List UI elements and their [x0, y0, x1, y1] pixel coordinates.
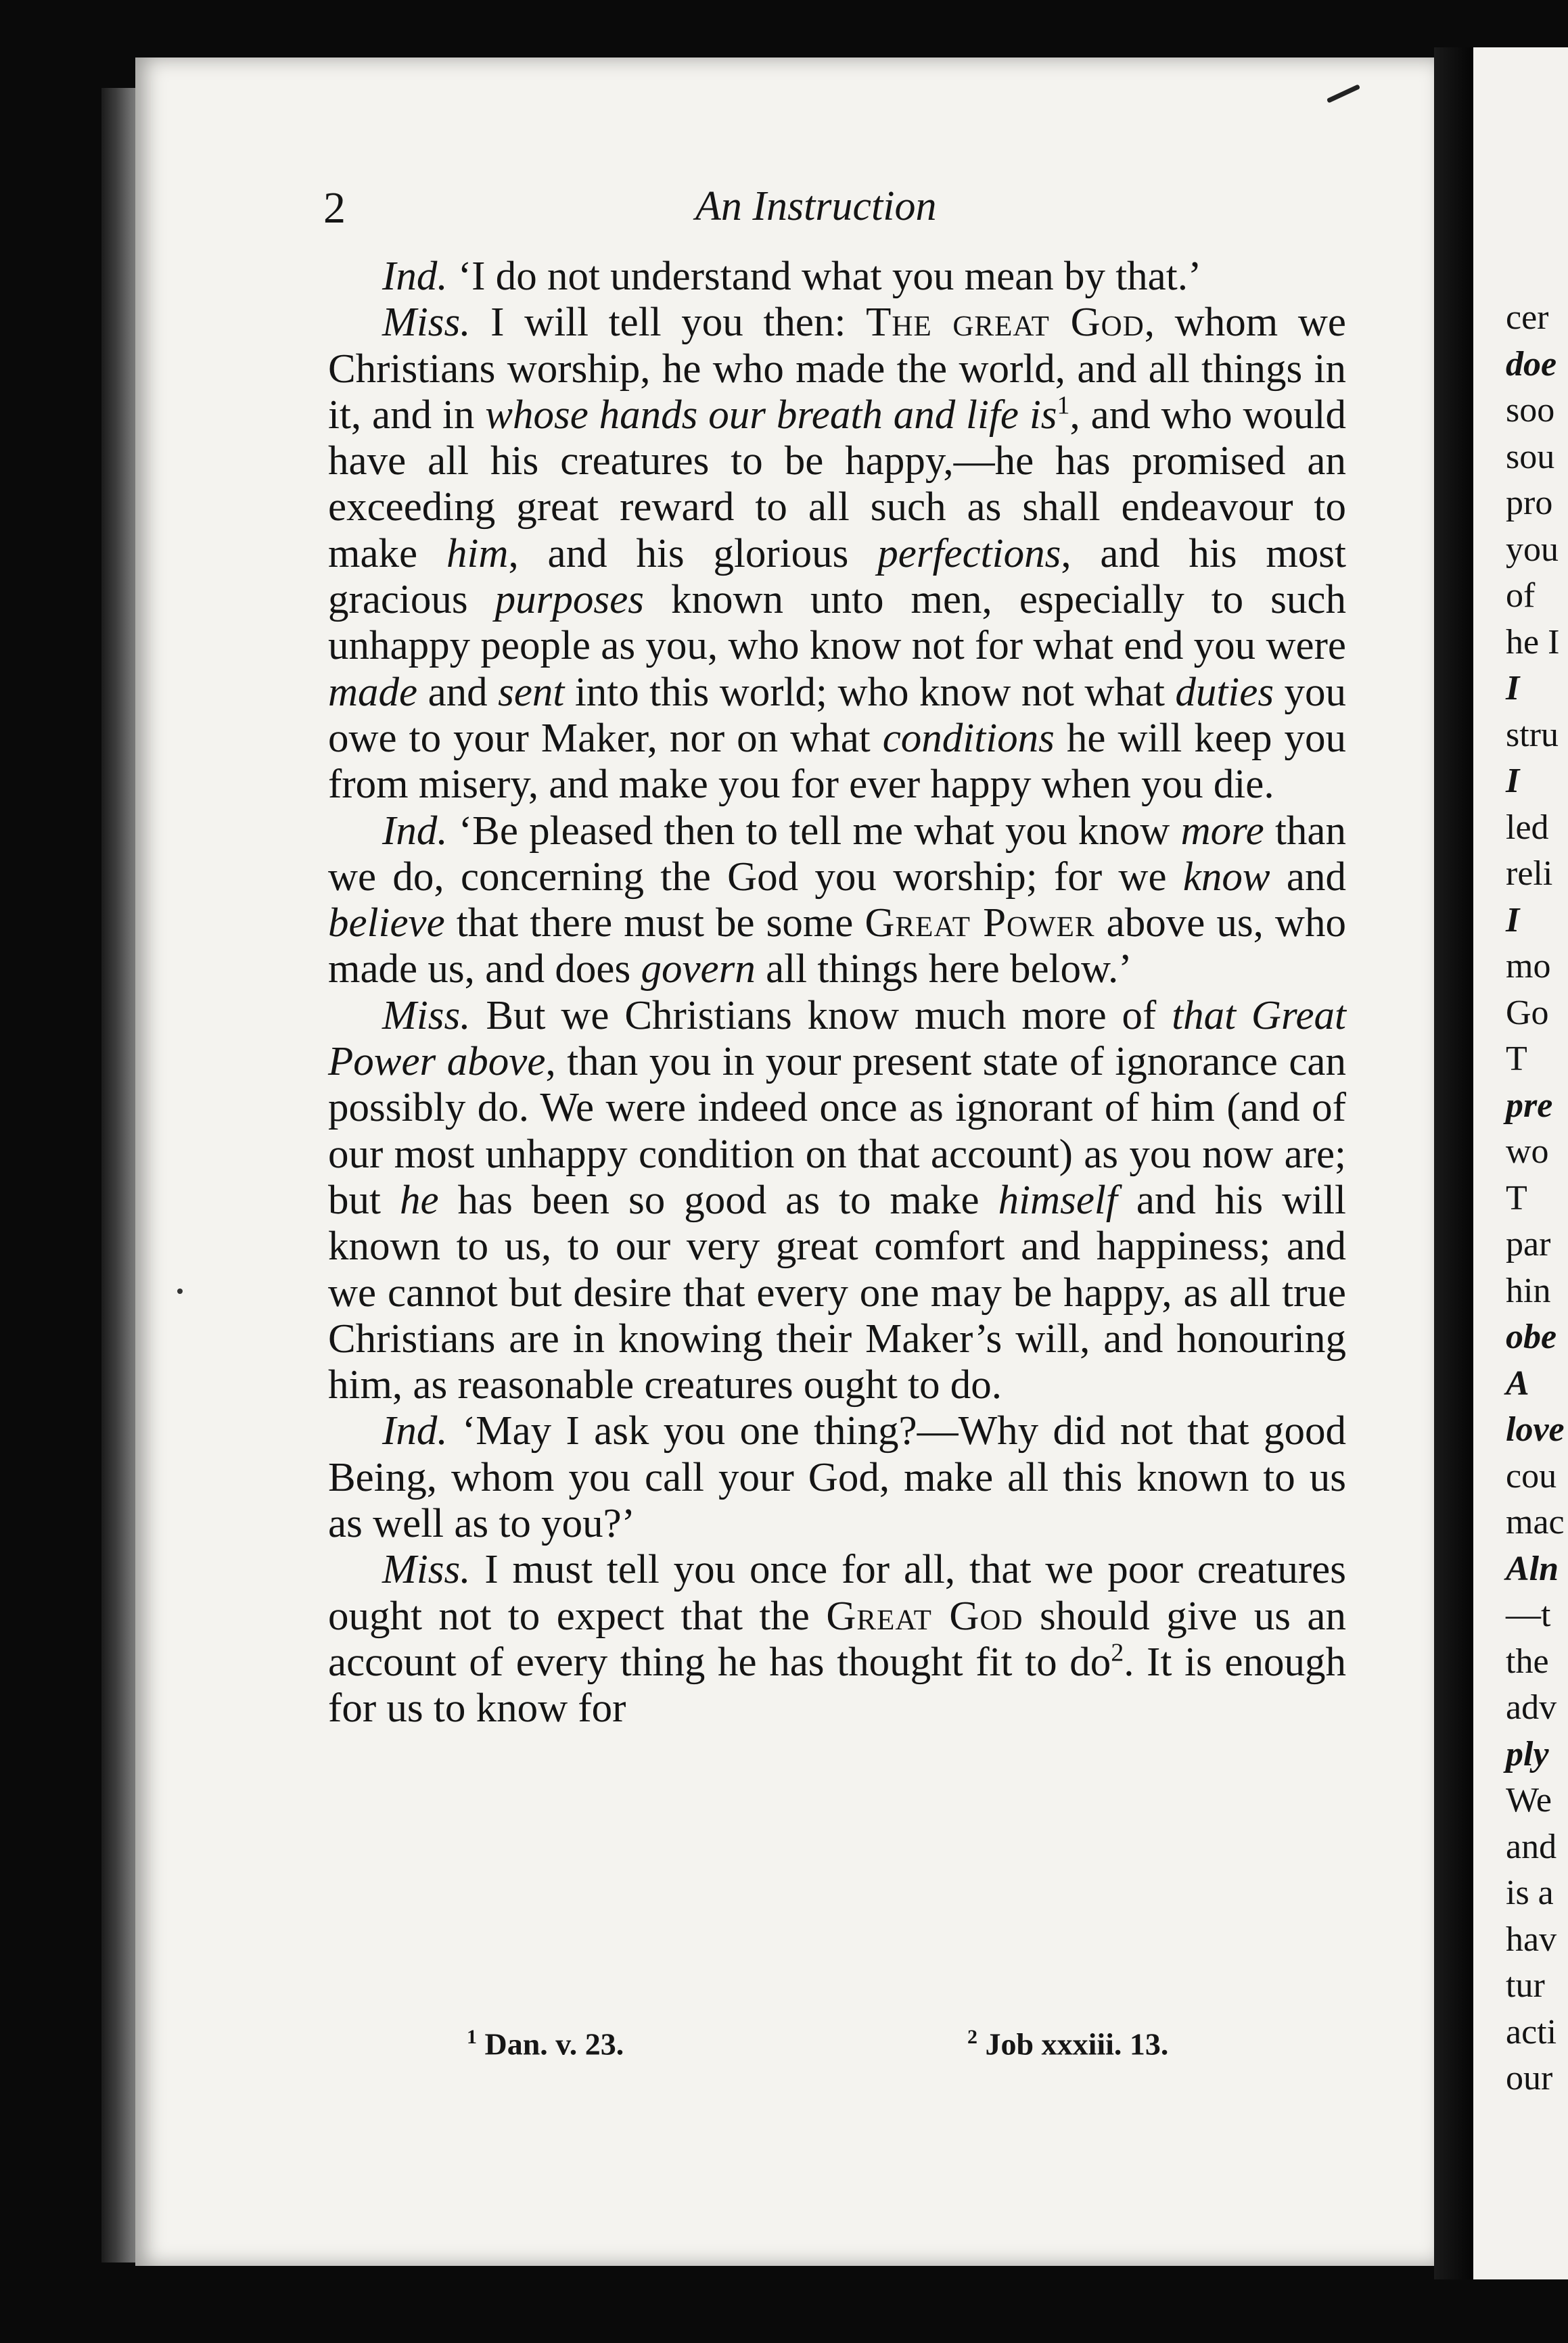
text-segment: Great Power: [864, 900, 1095, 946]
text-segment: . It is enough for us to know for: [328, 1639, 1346, 1732]
facing-page-line: the: [1506, 1642, 1549, 1681]
text-segment: ‘May I ask you one thing?—Why did not that good Being, whom you call your God, make all this known to us as well as to you?’: [328, 1408, 1346, 1547]
facing-page-line: cer: [1506, 298, 1549, 337]
text-segment: he will keep you from misery, and make you for ever happy when you die.: [328, 715, 1346, 808]
facing-page-line: A: [1506, 1364, 1529, 1403]
facing-page-line: mo: [1506, 947, 1551, 985]
text-segment: he: [399, 1177, 439, 1223]
text-segment: that Great Power above: [328, 992, 1346, 1085]
facing-page-line: he I: [1506, 622, 1560, 662]
text-segment: I must tell you once for all, that we poor creatures ought not to expect that the: [328, 1547, 1346, 1639]
facing-page-line: pro: [1506, 484, 1553, 522]
facing-page-line: T: [1506, 1040, 1527, 1078]
text-segment: into this world; who know not what: [564, 669, 1176, 715]
facing-page-line: We: [1506, 1781, 1552, 1819]
facing-page-line: I: [1506, 762, 1520, 800]
body-text: [328, 254, 1346, 1732]
facing-page-line: cou: [1506, 1456, 1557, 1495]
paragraph: [328, 1547, 1346, 1732]
footnotes: [467, 2026, 1278, 2073]
page-number: 2: [323, 183, 346, 233]
text-segment: known unto men, especially to such unhappy people as you, who know not for what end you were: [328, 577, 1346, 669]
facing-page-line: hav: [1506, 1920, 1557, 1959]
text-segment: The great God: [866, 300, 1145, 346]
facing-page-line: pre: [1506, 1086, 1553, 1125]
text-segment: believe: [328, 900, 445, 946]
facing-page-line: reli: [1506, 854, 1553, 893]
facing-page-line: par: [1506, 1225, 1551, 1263]
text-segment: But we Christians know much more of: [470, 992, 1172, 1038]
text-segment: made: [328, 669, 418, 715]
facing-page-fragment: [1473, 47, 1568, 2279]
facing-page-line: —t: [1506, 1596, 1551, 1634]
text-segment: perfections: [877, 530, 1061, 576]
text-segment: him: [446, 530, 509, 576]
facing-page-line: wo: [1506, 1132, 1549, 1171]
facing-page-line: led: [1506, 808, 1549, 847]
facing-page-line: I: [1506, 900, 1520, 939]
facing-page-line: love: [1506, 1410, 1565, 1449]
text-segment: purposes: [494, 577, 644, 623]
text-segment: conditions: [882, 715, 1055, 761]
facing-page-line: sou: [1506, 437, 1555, 476]
footnote-ref: 1: [1057, 391, 1070, 420]
text-segment: that there must be some: [444, 900, 865, 946]
facing-page-line: soo: [1506, 391, 1555, 430]
book-gutter: [1434, 47, 1473, 2279]
text-segment: I will tell you then:: [470, 300, 867, 346]
footnote-2: $^2$ Job xxxiii. 13.: [967, 2026, 1169, 2062]
facing-page-line: mac: [1506, 1503, 1565, 1541]
text-segment: than we do, concerning the God you worship; for we: [328, 808, 1346, 900]
text-segment: , and his glorious: [508, 530, 878, 576]
text-segment: , and his most gracious: [328, 530, 1346, 623]
text-segment: himself: [998, 1177, 1117, 1223]
paragraph: [328, 254, 1346, 300]
speaker-label: Miss.: [382, 992, 471, 1038]
text-segment: duties: [1175, 669, 1274, 715]
facing-page-line: is a: [1506, 1874, 1554, 1912]
facing-page-line: Go: [1506, 993, 1549, 1032]
text-segment: all things here below.’: [755, 946, 1132, 992]
page-header: [323, 183, 1358, 237]
ink-speck: [177, 1289, 183, 1294]
facing-page-line: you: [1506, 530, 1559, 569]
facing-page-line: I: [1506, 669, 1520, 707]
facing-page-line: our: [1506, 2059, 1553, 2097]
facing-page-line: doe: [1506, 344, 1557, 384]
footnote-ref: 2: [1111, 1638, 1124, 1667]
text-segment: ‘I do not understand what you mean by that.’: [447, 254, 1202, 299]
facing-page-line: T: [1506, 1178, 1527, 1217]
running-title: An Instruction: [695, 183, 937, 229]
speaker-label: Miss.: [382, 1547, 471, 1593]
speaker-label: Ind.: [382, 808, 448, 854]
speaker-label: Miss.: [382, 300, 471, 346]
text-segment: sent: [498, 669, 565, 715]
facing-page-line: obe: [1506, 1318, 1557, 1356]
text-segment: should give us an account of every thing he has thought fit to do: [328, 1593, 1346, 1685]
text-segment: whose hands our breath and life is: [485, 392, 1057, 438]
facing-page-line: acti: [1506, 2012, 1557, 2051]
facing-page-line: hin: [1506, 1271, 1551, 1310]
facing-page-line: Aln: [1506, 1549, 1559, 1588]
text-segment: , than you in your present state of ignorance can possibly do. We were indeed once as ignorant of him (and of our most unhappy condition on that account) as you now are; but: [328, 1039, 1346, 1223]
paragraph: [328, 300, 1346, 808]
speaker-label: Ind.: [382, 1408, 448, 1454]
text-segment: , and who would have all his creatures to be happy,—he has promised an exceeding great reward to all such as shall endeavour to make: [328, 392, 1346, 576]
text-segment: has been so good as to make: [438, 1177, 998, 1223]
speaker-label: Ind.: [382, 254, 448, 299]
footnote-1: $^1$ Dan. v. 23.: [467, 2026, 624, 2062]
facing-page-line: adv: [1506, 1688, 1557, 1727]
facing-page-line: tur: [1506, 1966, 1545, 2005]
facing-page-line: and: [1506, 1827, 1557, 1866]
text-segment: , whom we Christians worship, he who made the world, and all things in it, and in: [328, 300, 1346, 438]
text-segment: know: [1182, 854, 1270, 900]
text-segment: above us, who made us, and does: [328, 900, 1346, 992]
text-segment: ‘Be pleased then to tell me what you know: [447, 808, 1181, 854]
paragraph: [328, 1408, 1346, 1547]
text-segment: and: [1270, 854, 1346, 900]
text-segment: govern: [641, 946, 756, 992]
paragraph: [328, 808, 1346, 993]
facing-page-line: stru: [1506, 715, 1559, 754]
text-segment: Great God: [826, 1593, 1023, 1639]
text-segment: you owe to your Maker, nor on what: [328, 669, 1347, 761]
text-segment: and his will known to us, to our very great comfort and happiness; and we cannot but desire that every one may be happy, as all true Christians are in knowing their Maker’s will, and honouring him, as reasonable creatures ought to do.: [328, 1177, 1346, 1408]
text-segment: and: [417, 669, 499, 715]
facing-page-line: ply: [1506, 1734, 1549, 1773]
paragraph: [328, 993, 1346, 1409]
text-segment: more: [1180, 808, 1264, 854]
facing-page-line: of: [1506, 576, 1536, 615]
